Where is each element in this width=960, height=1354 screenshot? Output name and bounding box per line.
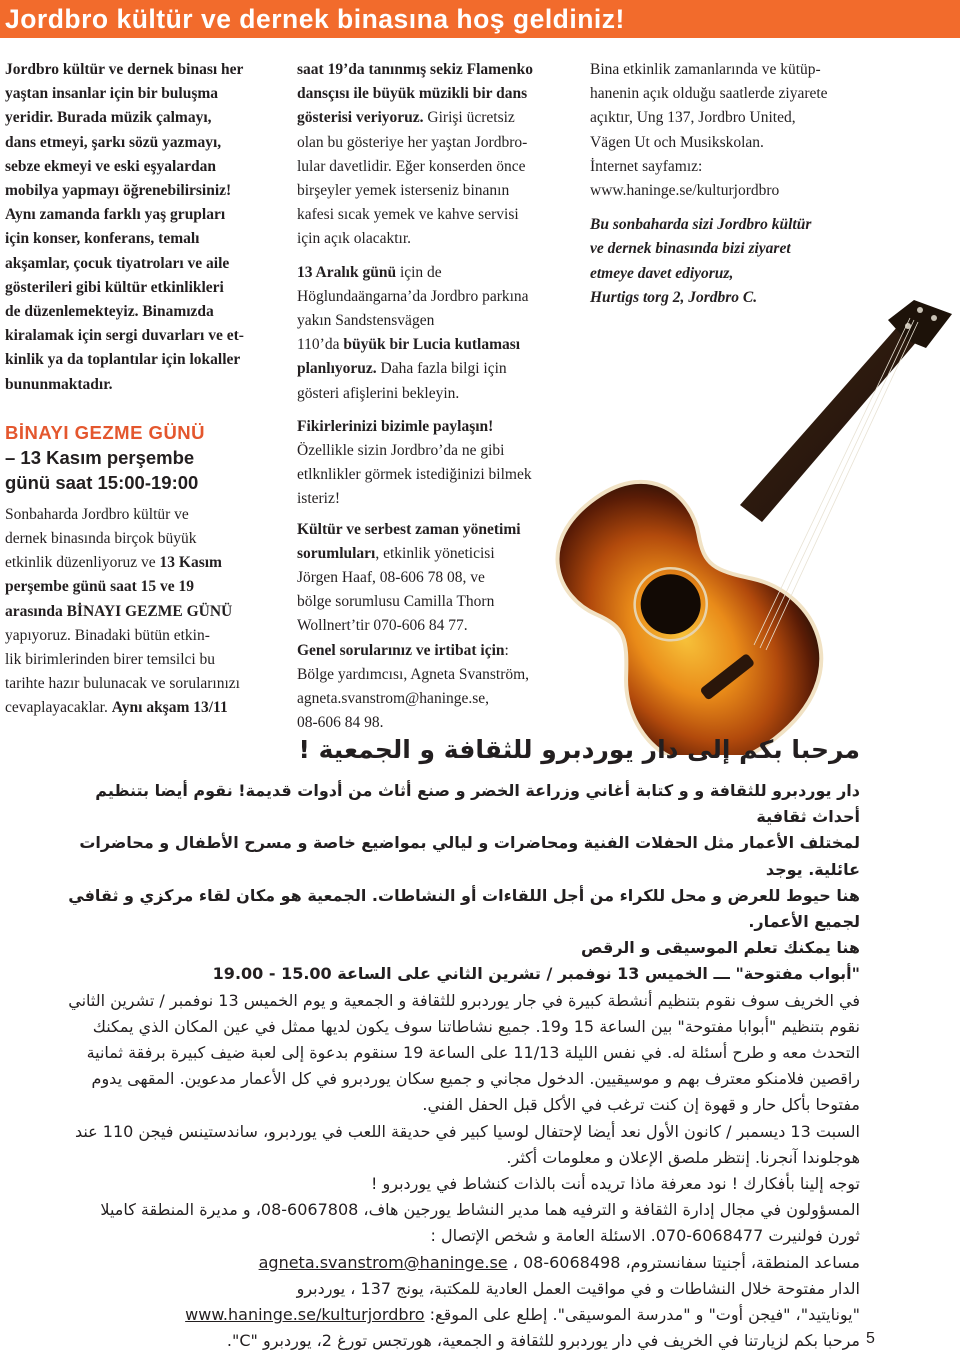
- arabic-hours: الدار مفتوحة خلال النشاطات و في مواقيت العمل العادية للمكتبة، يونج 137 ، يوردبرو: [296, 1278, 860, 1298]
- arabic-intro: دار يوردبرو للثقافة و و كتابة أغاني وزراعة الخضر و صنع أثاث من أدوات قديمة! نقوم أيضا بتنظيم أحداث ثقافية لمختلف الأعمار مثل الحفلات الفنية ومحاضرات و ليالي بمواضيع خاصة و مسرح الأطفال و محاضرات عائلية. يوجد هنا حيوط للعرض و محل للكراء من أجل اللقاءات أو النشاطات. الجمعية هو مكان لقاء مركزي و ثقافي لجميع الأعمار. هنا يمكنك تعلم الموسيقى و الرقص: [68, 781, 860, 958]
- website-link[interactable]: www.haninge.se/kulturjordbro: [590, 182, 780, 200]
- page-number: 5: [866, 1330, 875, 1347]
- arabic-open-house-heading: "أبواب مفتوحة" ـــ الخميس 13 نوفمبر / تشرين الثاني على الساعة 15.00 - 19.00: [212, 964, 860, 984]
- contact-phone: 08-606 84 98.: [297, 714, 384, 732]
- arabic-website-link[interactable]: www.haninge.se/kulturjordbro: [185, 1305, 425, 1325]
- arabic-managers-paragraph: المسؤولون في مجال إدارة الثقافة و الترفيه هما مدير النشاط يورجين هاف، 6067808-08، و مديرة المنطقة كاميلا ثورن فولنيرت 6068477-070. الاسئلة العامة و شخص الإتصال :: [100, 1200, 860, 1246]
- arabic-lucia-paragraph: السبت 13 ديسمبر / كانون الأول نعد أيضا لإحتفال لوسيا كبير في حديقة اللعب في يوردبرو، ساندستينس فيجن 110 عند هوجلوندا آنجرنا. إنتظر ملصق الإعلان و معلومات أكثر.: [74, 1121, 860, 1167]
- contact-email[interactable]: agneta.svanstrom@haninge.se,: [297, 690, 490, 708]
- opening-hours-paragraph: Bina etkinlik zamanlarında ve kütüp- hanenin açık olduğu saatlerde ziyarete açıktır, Ung 137, Jordbro United, Vägen Ut och Musikskolan. İnternet sayfamız: www.haninge.se/kulturjordbro: [590, 58, 860, 203]
- contact-paragraph: Genel sorularınız ve irtibat için: Bölge yardımcısı, Agneta Svanström, agneta.svanstrom@haninge.se, 08-606 84 98.: [297, 639, 579, 736]
- page-title: Jordbro kültür ve dernek binasına hoş geldiniz!: [5, 4, 625, 34]
- column-2: [297, 58, 579, 735]
- open-house-time: günü saat 15:00-19:00: [5, 471, 199, 493]
- open-house-heading: BİNAYI GEZME GÜNÜ: [5, 421, 206, 443]
- intro-paragraph: Jordbro kültür ve dernek binası her yaştan insanlar için bir buluşma yeridir. Burada müzik çalmayı, dans etmeyi, şarkı sözü yazmayı, sebze ekmeyi ve eski eşyalardan mobilya yapmayı öğrenebilirsiniz! Aynı zamanda farklı yaş grupları için konser, konferans, temalı akşamlar, çocuk tiyatroları ve aile gösterileri gibi kültür etkinlikleri de düzenlemekteyiz. Binamızda kiralamak için sergi duvarları ve et- kinlik ya da toplantılar için lokaller bununmaktadır.: [5, 61, 244, 393]
- guitar-image: [548, 300, 960, 755]
- open-house-paragraph: Sonbaharda Jordbro kültür ve dernek binasında birçok büyük etkinlik düzenliyoruz ve 13 Kasım perşembe günü saat 15 ve 19 arasında BİNAYI GEZME GÜNÜ yapıyoruz. Binadaki bütün etkin- lik birimlerinden birer temsilci bu tarihte hazır bulunacak ve sorularınızı cevaplayacaklar. Aynı akşam 13/11: [5, 505, 240, 717]
- column-3: [590, 58, 860, 310]
- invitation-paragraph: Bu sonbaharda sizi Jordbro kültür ve dernek binasında bizi ziyaret etmeye davet ediyoruz, Hurtigs torg 2, Jordbro C.: [590, 216, 812, 306]
- arabic-open-house-paragraph: في الخريف سوف نقوم بتنظيم أنشطة كبيرة في جار يوردبرو للثقافة و الجمعية و يوم الخميس 13 نوفمبر / تشرين الثاني نقوم بتنظيم "أبوابا مفتوحة" بين الساعة 15 و19. جميع نشاطاتنا سوف يكون لديها ممثل في عين المكان الذي يمكنك التحدث معه و طرح أسئلة له. في نفس الليلة 11/13 على الساعة 19 سنقوم بدعوة إلى لعبة ضيف كبيرة برفقة ثمانية راقصين فلامنكو معترف بهم و موسيقيين. الدخول مجاني و جميع سكان يوردبرو في كل الأعمار مدعوين. المقهى يدوم مفتوحا بأكل حار و قهوة إن كنت ترغب في الأكل قبل الحفل الفني.: [68, 990, 860, 1115]
- arabic-ideas: توجه إلينا بأفكارك ! نود معرفة ماذا تريده أنت بالذات كنشاط في يوردبرو !: [371, 1174, 860, 1194]
- column-1: [5, 58, 275, 721]
- open-house-date: – 13 Kasım perşembe: [5, 446, 195, 468]
- arabic-contact: مساعد المنطقة، أجنيتا سفانستروم، 6068498-08 ، agneta.svanstrom@haninge.se: [258, 1252, 860, 1272]
- lucia-paragraph: 13 Aralık günü için de Höglundaängarna’da Jordbro parkına yakın Sandstensvägen 110’da büyük bir Lucia kutlaması planlıyoruz. Daha fazla bilgi için gösteri afişlerini bekleyin.: [297, 263, 529, 402]
- flamenco-paragraph: saat 19’da tanınmış sekiz Flamenko dansçısı ile büyük müzikli bir dans gösterisi veriyoruz. Girişi ücretsiz olan bu gösteriye her yaştan Jordbro- lular davetlidir. Eğer konserden önce birşeyler yemek isterseniz binanın kafesi sıcak yemek ve kahve servisi için açık olacaktır.: [297, 61, 533, 248]
- managers-paragraph: Kültür ve serbest zaman yönetimi sorumluları, etkinlik yöneticisi Jörgen Haaf, 08-606 78 08, ve bölge sorumlusu Camilla Thorn Wollnert’tir 070-606 84 77.: [297, 520, 521, 635]
- arabic-closing: مرحبا بكم لزيارتنا في الخريف في دار يوردبرو للثقافة و الجمعية، هورتجس تورغ 2، يوردبرو "C".: [226, 1331, 860, 1351]
- arabic-web: "يونايتيد"، "فيجن أوت" و "مدرسة الموسيقى". إطلع على الموقع: www.haninge.se/kulturjordbro: [185, 1305, 860, 1325]
- arabic-contact-email[interactable]: agneta.svanstrom@haninge.se: [258, 1252, 508, 1272]
- title-banner: [0, 0, 960, 38]
- arabic-title: مرحبا بكم إلى دار يوردبرو للثقافة و الجمعية !: [298, 735, 860, 764]
- ideas-paragraph: Fikirlerinizi bizimle paylaşın! Özellikle sizin Jordbro’da ne gibi etlknlikler görmek istediğinizi bilmek isteriz!: [297, 417, 532, 508]
- arabic-section: [44, 728, 860, 1354]
